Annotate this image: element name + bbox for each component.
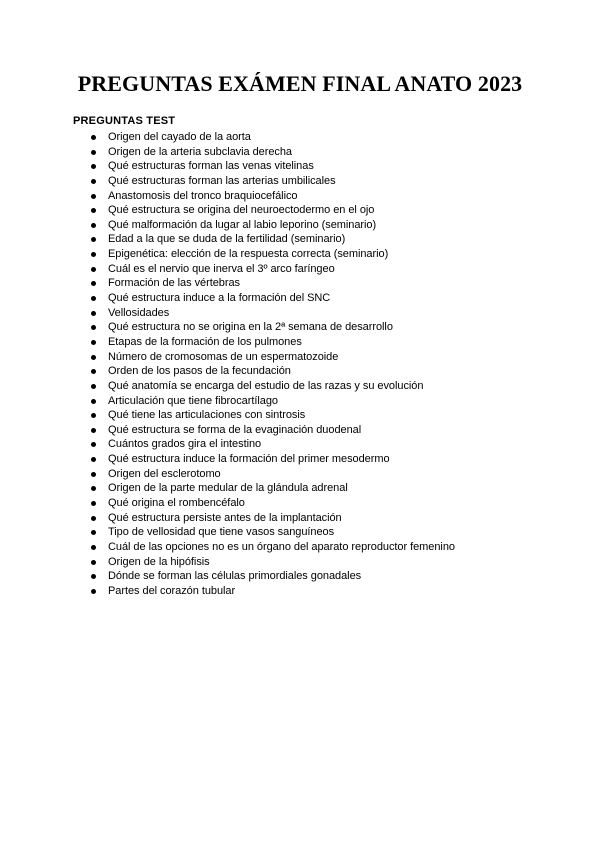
question-text: Orden de los pasos de la fecundación xyxy=(108,365,291,378)
question-text: Qué estructura se origina del neuroectodermo en el ojo xyxy=(108,204,375,217)
document-title: PREGUNTAS EXÁMEN FINAL ANATO 2023 xyxy=(77,71,523,96)
bullet-icon xyxy=(91,223,96,228)
question-text: Tipo de vellosidad que tiene vasos sanguíneos xyxy=(108,526,335,539)
question-text: Partes del corazón tubular xyxy=(108,584,236,597)
question-text: Edad a la que se duda de la fertilidad (seminario) xyxy=(108,233,346,246)
bullet-icon xyxy=(91,501,96,506)
bullet-icon xyxy=(91,194,96,199)
bullet-icon xyxy=(91,325,96,330)
bullet-icon xyxy=(91,252,96,257)
question-text: Articulación que tiene fibrocartílago xyxy=(108,394,278,407)
bullet-icon xyxy=(91,311,96,316)
bullet-icon xyxy=(91,589,96,594)
question-text: Origen del cayado de la aorta xyxy=(108,131,251,143)
bullet-icon xyxy=(91,413,96,418)
bullet-icon xyxy=(91,442,96,447)
question-text: Epigenética: elección de la respuesta correcta (seminario) xyxy=(108,248,389,261)
question-text: Qué estructura se forma de la evaginación duodenal xyxy=(108,423,362,436)
question-text: Origen del esclerotomo xyxy=(108,467,221,480)
question-text: Qué estructura no se origina en la 2ª semana de desarrollo xyxy=(108,321,393,334)
question-text: Qué estructuras forman las arterias umbilicales xyxy=(108,174,336,187)
bullet-icon xyxy=(91,296,96,301)
bullet-icon xyxy=(91,281,96,286)
bullet-icon xyxy=(91,179,96,184)
question-text: Qué estructura persiste antes de la implantación xyxy=(108,511,342,524)
question-text: Cuántos grados gira el intestino xyxy=(108,438,262,451)
bullet-icon xyxy=(91,457,96,462)
question-text: Qué origina el rombencéfalo xyxy=(108,497,245,510)
bullet-icon xyxy=(91,237,96,242)
bullet-icon xyxy=(91,164,96,169)
section-heading: PREGUNTAS TEST xyxy=(73,115,176,127)
question-text: Etapas de la formación de los pulmones xyxy=(108,335,302,348)
question-text: Origen de la hipófisis xyxy=(108,555,210,568)
bullet-icon xyxy=(91,530,96,535)
bullet-icon xyxy=(91,135,96,140)
question-text: Qué tiene las articulaciones con sintrosis xyxy=(108,409,306,422)
question-text: Dónde se forman las células primordiales gonadales xyxy=(108,570,362,583)
bullet-icon xyxy=(91,472,96,477)
bullet-icon xyxy=(91,545,96,550)
bullet-icon xyxy=(91,384,96,389)
question-text: Número de cromosomas de un espermatozoide xyxy=(108,350,339,363)
question-text: Qué anatomía se encarga del estudio de las razas y su evolución xyxy=(108,379,424,392)
bullet-icon xyxy=(91,208,96,213)
bullet-icon xyxy=(91,369,96,374)
bullet-icon xyxy=(91,516,96,521)
bullet-icon xyxy=(91,560,96,565)
bullet-icon xyxy=(91,486,96,491)
question-text: Anastomosis del tronco braquiocefálico xyxy=(108,189,298,202)
bullet-icon xyxy=(91,150,96,155)
question-text: Qué estructura induce a la formación del SNC xyxy=(108,292,331,305)
question-text: Cuál de las opciones no es un órgano del aparato reproductor femenino xyxy=(108,540,455,553)
question-text: Qué estructura induce la formación del primer mesodermo xyxy=(108,453,390,466)
bullet-icon xyxy=(91,340,96,345)
bullet-icon xyxy=(91,355,96,360)
bullet-icon xyxy=(91,428,96,433)
bullet-icon xyxy=(91,267,96,272)
question-text: Vellosidades xyxy=(108,306,170,319)
bullet-icon xyxy=(91,399,96,404)
question-text: Origen de la arteria subclavia derecha xyxy=(108,145,292,158)
question-text: Qué malformación da lugar al labio leporino (seminario) xyxy=(108,218,377,231)
question-text: Qué estructuras forman las venas vitelinas xyxy=(108,160,314,173)
question-text: Origen de la parte medular de la glándula adrenal xyxy=(108,482,348,495)
bullet-icon xyxy=(91,574,96,579)
question-text: Cuál es el nervio que inerva el 3º arco faríngeo xyxy=(108,262,335,275)
question-text: Formación de las vértebras xyxy=(108,277,240,290)
